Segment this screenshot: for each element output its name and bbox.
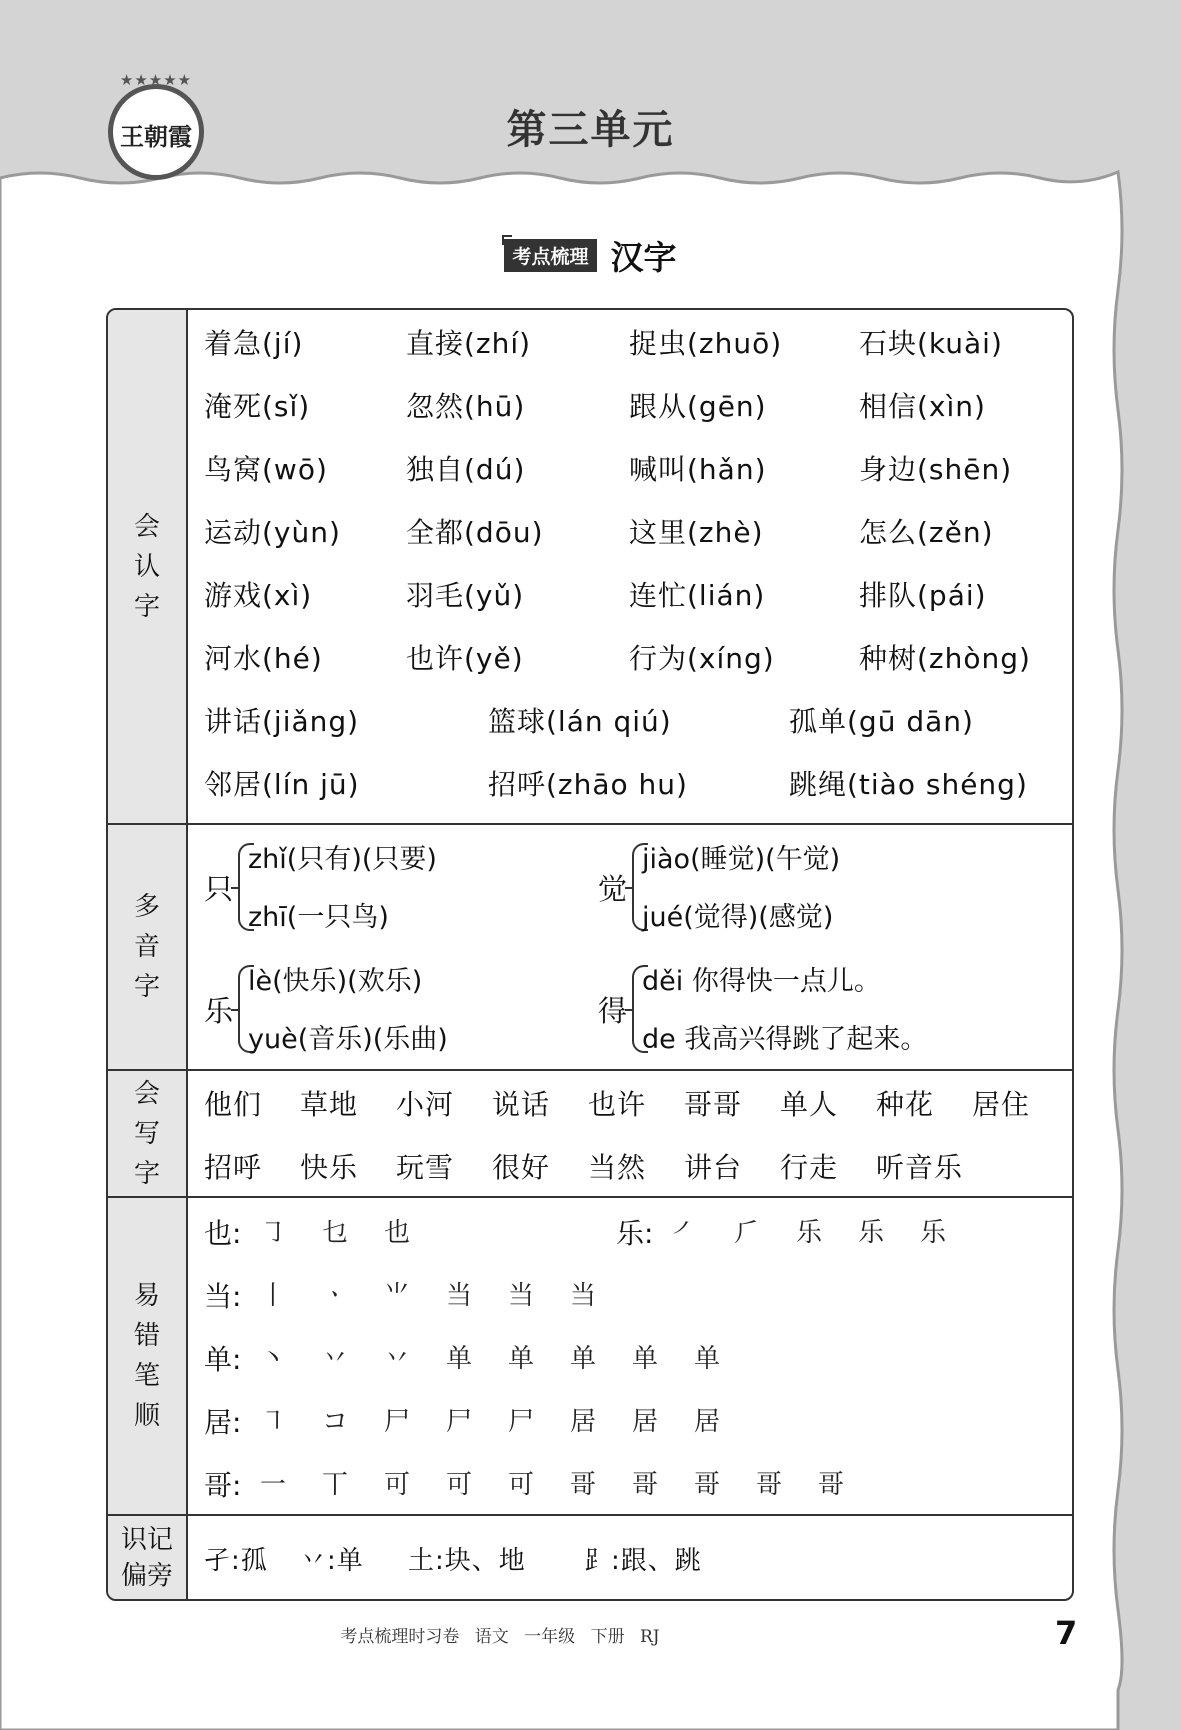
list-item: 行走 bbox=[780, 1151, 839, 1184]
stroke-step: 一 bbox=[260, 1470, 287, 1500]
strokes-cell bbox=[188, 1198, 1072, 1514]
list-item: 怎么(zěn) bbox=[859, 516, 994, 549]
stroke-step: 可 bbox=[508, 1470, 535, 1500]
list-item: 听音乐 bbox=[876, 1151, 964, 1184]
list-item: 孤单(gū dān) bbox=[789, 705, 974, 738]
stroke-step: 可 bbox=[384, 1470, 411, 1500]
stroke-step: 可 bbox=[446, 1470, 473, 1500]
list-item: 淹死(sǐ) bbox=[204, 390, 311, 423]
polyphone-line: jiào(睡觉)(午觉) bbox=[642, 844, 841, 875]
list-item: 丷:单 bbox=[300, 1546, 364, 1576]
list-item: 邻居(lín jū) bbox=[204, 768, 360, 801]
stroke-step: 乐 bbox=[920, 1218, 947, 1248]
unit-title: 第三单元 bbox=[506, 107, 675, 153]
stroke-step: 单 bbox=[570, 1344, 597, 1374]
list-item: 河水(hé) bbox=[204, 642, 323, 675]
polyphone-line: zhǐ(只有)(只要) bbox=[248, 844, 437, 875]
stroke-step: 丶 bbox=[260, 1344, 287, 1374]
list-item: 羽毛(yǔ) bbox=[406, 579, 525, 612]
list-item: 篮球(lán qiú) bbox=[488, 705, 672, 738]
stroke-step: 也 bbox=[384, 1218, 411, 1248]
list-item: 说话 bbox=[492, 1088, 551, 1121]
list-item: 讲话(jiǎng) bbox=[204, 705, 360, 738]
section-heading bbox=[0, 232, 1181, 279]
list-item: 当然 bbox=[588, 1151, 647, 1184]
stroke-step: 乐 bbox=[858, 1218, 885, 1248]
stroke-step: ㇕ bbox=[260, 1407, 287, 1437]
list-item: 讲台 bbox=[684, 1151, 743, 1184]
list-item: 相信(xìn) bbox=[859, 390, 986, 423]
list-item: 很好 bbox=[492, 1151, 551, 1184]
polyphone-char: 得 bbox=[598, 994, 628, 1028]
stroke-step: 哥 bbox=[570, 1470, 597, 1500]
row-label: 易错笔顺 bbox=[108, 1198, 188, 1514]
list-item: 种树(zhòng) bbox=[859, 642, 1031, 675]
stroke-step: 单 bbox=[632, 1344, 659, 1374]
stroke-char: 居: bbox=[204, 1406, 242, 1439]
row-label: 会认字 bbox=[108, 310, 188, 823]
list-item: 运动(yùn) bbox=[204, 516, 341, 549]
stroke-step: 丅 bbox=[322, 1470, 349, 1500]
stroke-step: 哥 bbox=[756, 1470, 783, 1500]
stroke-step: 尸 bbox=[446, 1407, 473, 1437]
list-item: 跳绳(tiào shéng) bbox=[789, 768, 1028, 801]
star-icon: ★★★★★ bbox=[119, 71, 193, 89]
row-label: 识记偏旁 bbox=[108, 1516, 188, 1599]
stroke-step: ⺌ bbox=[384, 1281, 411, 1311]
stroke-step: 当 bbox=[508, 1281, 535, 1311]
row-write bbox=[108, 1069, 1072, 1196]
stroke-step: 哥 bbox=[632, 1470, 659, 1500]
list-item: 孑:孤 bbox=[204, 1546, 268, 1576]
recognize-cell bbox=[188, 310, 1072, 823]
row-polyphone bbox=[108, 823, 1072, 1069]
list-item: 小河 bbox=[396, 1088, 455, 1121]
stroke-step: 尸 bbox=[508, 1407, 535, 1437]
list-item: 也许 bbox=[588, 1088, 647, 1121]
stroke-step: 乐 bbox=[796, 1218, 823, 1248]
section-title: 汉字 bbox=[610, 238, 677, 277]
stroke-step: 当 bbox=[570, 1281, 597, 1311]
stroke-step: 居 bbox=[570, 1407, 597, 1437]
stroke-step: 单 bbox=[508, 1344, 535, 1374]
stroke-step: 单 bbox=[694, 1344, 721, 1374]
list-item: 行为(xíng) bbox=[629, 642, 775, 675]
list-item: 直接(zhí) bbox=[406, 327, 532, 360]
list-item: 石块(kuài) bbox=[859, 327, 1003, 360]
stroke-step: 丷 bbox=[322, 1344, 349, 1374]
polyphone-char: 乐 bbox=[204, 994, 234, 1028]
list-item: 种花 bbox=[876, 1088, 935, 1121]
polyphone-line: jué(觉得)(感觉) bbox=[642, 902, 834, 933]
stroke-step: ㇒ bbox=[672, 1218, 699, 1248]
page-header bbox=[0, 0, 1181, 180]
list-item: 草地 bbox=[300, 1088, 359, 1121]
row-label: 会写字 bbox=[108, 1071, 188, 1196]
list-item: 忽然(hū) bbox=[406, 390, 526, 423]
list-item: 快乐 bbox=[300, 1151, 359, 1184]
polyphone-char: 觉 bbox=[598, 872, 628, 906]
footer-text: 考点梳理时习卷 语文 一年级 下册 RJ bbox=[340, 1627, 660, 1647]
vocabulary-table bbox=[106, 308, 1074, 1601]
polyphone-line: zhī(一只鸟) bbox=[248, 902, 389, 933]
stroke-char: 也: bbox=[204, 1217, 242, 1250]
list-item: 哥哥 bbox=[684, 1088, 743, 1121]
list-item: 招呼 bbox=[204, 1151, 263, 1184]
stroke-step: 当 bbox=[446, 1281, 473, 1311]
list-item: 单人 bbox=[780, 1088, 839, 1121]
list-item: 喊叫(hǎn) bbox=[629, 453, 767, 486]
row-radicals bbox=[108, 1514, 1072, 1599]
stroke-step: 居 bbox=[694, 1407, 721, 1437]
stroke-step: コ bbox=[322, 1407, 349, 1437]
list-item: 全都(dōu) bbox=[406, 516, 544, 549]
list-item: 土:块、地 bbox=[408, 1546, 526, 1576]
list-item: 招呼(zhāo hu) bbox=[488, 768, 688, 801]
stroke-char: 哥: bbox=[204, 1469, 242, 1502]
radicals-cell bbox=[188, 1516, 1072, 1599]
page-footer bbox=[0, 1614, 1181, 1654]
stroke-char: 当: bbox=[204, 1280, 242, 1313]
row-strokes bbox=[108, 1196, 1072, 1514]
list-item: 捉虫(zhuō) bbox=[629, 327, 783, 360]
polyphone-char: 只 bbox=[204, 872, 234, 906]
stroke-step: 单 bbox=[446, 1344, 473, 1374]
stroke-step: ⺁ bbox=[734, 1218, 761, 1248]
stroke-step: 丷 bbox=[384, 1344, 411, 1374]
stroke-step: ㇆ bbox=[260, 1218, 287, 1248]
list-item: 居住 bbox=[972, 1088, 1031, 1121]
list-item: 也许(yě) bbox=[406, 642, 524, 675]
list-item: 跟从(gēn) bbox=[629, 390, 767, 423]
stroke-step: 乜 bbox=[322, 1218, 349, 1248]
list-item: 独自(dú) bbox=[406, 453, 526, 486]
polyphone-line: lè(快乐)(欢乐) bbox=[248, 966, 423, 997]
list-item: 玩雪 bbox=[396, 1151, 455, 1184]
list-item: ⻊:跟、跳 bbox=[584, 1546, 702, 1576]
polyphone-cell bbox=[188, 825, 1072, 1069]
list-item: 鸟窝(wō) bbox=[204, 453, 328, 486]
list-item: 着急(jí) bbox=[204, 327, 304, 360]
stroke-step: 哥 bbox=[818, 1470, 845, 1500]
polyphone-line: děi 你得快一点儿。 bbox=[642, 966, 881, 997]
stroke-step: 尸 bbox=[384, 1407, 411, 1437]
polyphone-line: yuè(音乐)(乐曲) bbox=[248, 1024, 448, 1055]
stroke-step: 哥 bbox=[694, 1470, 721, 1500]
page-number: 7 bbox=[1055, 1614, 1078, 1652]
list-item: 这里(zhè) bbox=[629, 516, 764, 549]
section-tag: 考点梳理 bbox=[504, 239, 596, 272]
row-label: 多音字 bbox=[108, 825, 188, 1069]
write-cell bbox=[188, 1071, 1072, 1196]
stroke-char: 单: bbox=[204, 1343, 242, 1376]
list-item: 他们 bbox=[204, 1088, 263, 1121]
list-item: 游戏(xì) bbox=[204, 579, 313, 612]
polyphone-line: de 我高兴得跳了起来。 bbox=[642, 1024, 928, 1055]
stroke-step: 居 bbox=[632, 1407, 659, 1437]
stroke-step: ㆍ bbox=[322, 1281, 348, 1311]
stroke-step: 丨 bbox=[260, 1281, 287, 1311]
stroke-char: 乐: bbox=[616, 1217, 654, 1250]
row-recognize bbox=[108, 310, 1072, 823]
list-item: 排队(pái) bbox=[859, 579, 987, 612]
logo-text: 王朝霞 bbox=[120, 122, 192, 151]
list-item: 身边(shēn) bbox=[859, 453, 1013, 486]
list-item: 连忙(lián) bbox=[629, 579, 766, 612]
